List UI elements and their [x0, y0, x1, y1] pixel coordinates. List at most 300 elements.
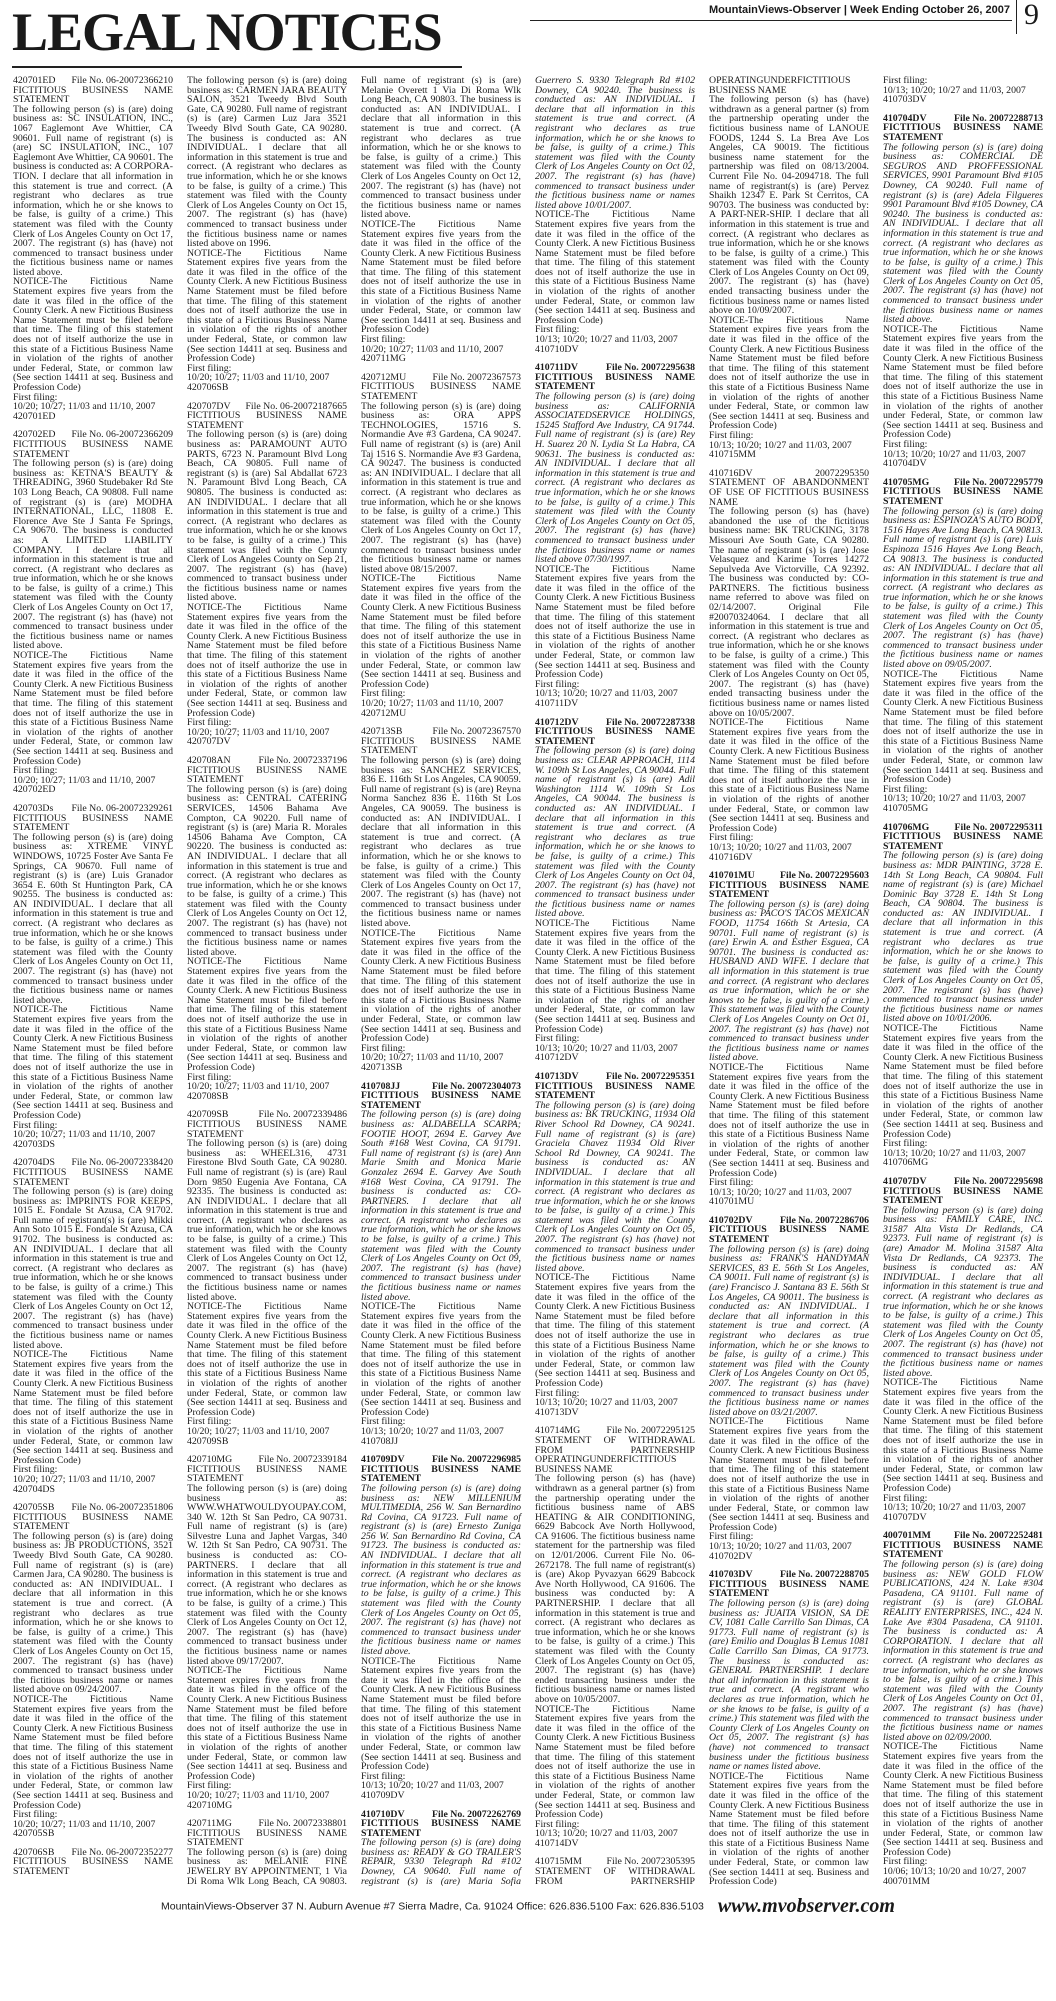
notice-title: FICTITIOUS BUSINESS NAME STATEMENT [883, 1539, 1043, 1561]
notice-business-details: The following person (s) is (are) doing business as: NEW MILLENIUM MULTIMEDIA, 256 W. San Bernardino Rd Covina, CA 91723. Full name of registrant (s) is (are) Ernesto Zuniga 256 W. San Bernardino Rd Covina, CA 91723. The business is conducted as: AN INDIVIDUAL. [361, 1482, 521, 1562]
publication-dates: 10/20; 10/27; 11/03 and 11/10, 2007 [13, 1129, 156, 1141]
notice-reference: 420701ED [13, 410, 56, 422]
legal-notice [883, 1177, 1043, 1522]
notice-declaration: I declare that all information in this statement is true and correct. (A registrant who declares as true information, which he or she knows to be false, is guilty of a crime.) [535, 802, 695, 862]
notice-reference: 410713DV [535, 1406, 579, 1418]
first-filing-label: First filing: [13, 765, 58, 777]
notice-id: 410706MG [883, 821, 930, 833]
masthead-rule [530, 20, 1012, 21]
notice-title: FICTITIOUS BUSINESS NAME STATEMENT [13, 84, 173, 106]
notice-filing-details: This statement was filed with the County Clerk of Los Angeles County on Oct 17, 2007. The registrant (s) has (have) not commenced to transact business under the fictitious business name or names listed above. [13, 209, 173, 278]
notice-title: FICTITIOUS BUSINESS NAME STATEMENT [709, 1578, 869, 1600]
notice-expiration-text: NOTICE-The Fictitious Name Statement expires five years from the date it was filed in the office of the County Clerk. A new Fictitious Business Name Statement must be filed before that time. The filing of this statement does not of itself authorize the use in this state of a Fictitious Business Name in violation of the rights of another under Federal, State, or common law (See section 14411 at seq. Business and Profession Code) [535, 1272, 695, 1389]
notice-body [187, 76, 347, 249]
notice-id: 420704DS [13, 1157, 55, 1169]
notice-business-details: The following person (s) has (have) withdrawn as a general partner (s) from the partnership operating under the fictitious business name of ABS HEATING & AIR CONDITIONING, 6629 Babcock Ave North Hollywood, CA 91606. The fictitious business name statement for the partnership was filed on 12/01/2006. Current File No. 06-2672178. The full name of registrant(s) is (are) Akop Pyvazyan 6629 Babcock Ave North Hollywood, CA 91606. The business was conducted by: A PARTNERSHIP. [535, 1473, 695, 1610]
notice-reference: 420703DS [13, 1138, 55, 1150]
notice-file-number: File No. 20072295311 [954, 821, 1043, 833]
notice-id: 410709DV [361, 1454, 405, 1466]
notice-body [709, 507, 869, 718]
notice-title: FICTITIOUS BUSINESS NAME STATEMENT [535, 371, 695, 393]
notice-reference: 410709DV [361, 1789, 405, 1801]
legal-notices-columns [13, 76, 1043, 1887]
legal-notice [709, 469, 869, 862]
notice-filing-details: This statement was filed with the County Clerk of Los Angeles County on Oct 05, 2007. The registrant (s) has (have) not commenced to transact business under the fictitious business name or names listed above. [883, 256, 1043, 326]
first-filing-label: First filing: [187, 717, 232, 729]
notice-filing-details: This statement was filed with the County Clerk of Los Angeles County on Oct 09, 2007. The registrant (s) has (have) commenced to transact business under the fictitious business name or names listed above. [361, 1234, 521, 1303]
publication-dates: 10/13; 10/20; 10/27 and 11/03, 2007 [883, 793, 1026, 805]
notice-business-details: The following person (s) has (have) withdrawn as a general partner (s) from the partnership operating under the fictitious business name of LANOUE FOODS, 1244 S. La Brea Ave Los Angeles, CA 90019. The fictitious business name statement for the partnership was filed on 08/13/2004. Current File No. 04-2094718. The full name of registrant(s) is (are) Pervez Shaikh 12347 E. Park St Cerritos, CA 90703. The business was conducted by: A PART-NER-SHIP. [709, 94, 869, 221]
notice-title: FICTITIOUS BUSINESS NAME STATEMENT [535, 726, 695, 747]
notice-declaration: I declare that all information in this statement is true and correct. (A registrant who declares as true information, which he or she knows to be false, is guilty of a crime.) [535, 94, 695, 154]
notice-reference: 410705MG [883, 802, 929, 814]
notice-file-number: File No. 20072338801 [258, 1818, 347, 1830]
notice-expiration-text: NOTICE-The Fictitious Name Statement expires five years from the date it was filed in the office of the County Clerk. A new Fictitious Business Name Statement must be filed before that time. The filing of this statement does not of itself authorize the use in this state of a Fictitious Business Name in violation of the rights of another under Federal, State, or common law (See section 14411 at seq. Business and Profession Code) [187, 247, 347, 365]
legal-notice [13, 1158, 173, 1494]
notice-file-number: File No. 20072305395 [606, 1856, 695, 1868]
page-header [0, 0, 1056, 76]
notice-title: FICTITIOUS BUSINESS NAME STATEMENT [187, 1827, 347, 1849]
notice-expiration-text: NOTICE-The Fictitious Name Statement expires five years from the date it was filed in the office of the County Clerk. A new Fictitious Business Name Statement must be filed before that time. The filing of this statement does not of itself authorize the use in this state of a Fictitious Business Name in violation of the rights of another under Federal, State, or common law (See section 14411 at seq. Business and Profession Code) [535, 209, 695, 326]
notice-title: FICTITIOUS BUSINESS NAME STATEMENT [13, 1856, 173, 1878]
notice-filing-details: This statement was filed with the County Clerk of Los Angeles County on Oct 15, 2007. The registrant (s) has (have) commenced to transact business under the fictitious business name or names listed above on 1996. [187, 180, 347, 250]
notice-body [13, 833, 173, 1006]
first-filing-label: First filing: [883, 1492, 928, 1504]
notice-file-number: File No. 06-20072352277 [71, 1846, 173, 1858]
publication-dates: 10/06; 10/13; 10/20 and 10/27, 2007 [883, 1866, 1027, 1878]
notice-declaration: I declare that all information in this statement is true and correct. (A registrant who declares as true information, which he or she knows to be false, is guilty of a crime.) [883, 218, 1043, 268]
notice-body [13, 1532, 173, 1695]
legal-notice [361, 1455, 521, 1800]
notice-title: FICTITIOUS BUSINESS NAME STATEMENT [187, 410, 347, 431]
notice-id: 420712MU [361, 371, 407, 383]
legal-notice [709, 1216, 869, 1561]
page-number-divider [1016, 0, 1017, 34]
notice-filing-details: This statement was filed with the County Clerk of Los Angeles County on Oct 05, 2007. The registrant (s) has (have) not commenced to transact business under the fictitious business name or names listed above. [361, 1588, 521, 1657]
notice-expiration-text: NOTICE-The Fictitious Name Statement expires five years from the date it was filed in the office of the County Clerk. A new Fictitious Business Name Statement must be filed before that time. The filing of this statement does not of itself authorize the use in this state of a Fictitious Business Name in violation of the rights of another under Federal, State, or common law (See section 14411 at seq. Business and Profession Code) [187, 1301, 347, 1418]
notice-id: 410711DV [535, 362, 578, 374]
legal-notice [13, 804, 173, 1149]
legal-notice [361, 373, 521, 718]
notice-business-details: The following person (s) is (are) doing business as: WWW.WHATWOULDYOUPAY.COM, 340 W. 12th St San Pedro, CA 90731. Full name of registrant (s) is (are) Silvestre Luna and Japhet Vargas, 340 W. 12th St San Pedro, CA 90731. The business is conducted as: CO-PARTNERS. [187, 1482, 347, 1571]
first-filing-label: First filing: [883, 1856, 928, 1868]
notice-declaration: I declare that all information in this statement is true and correct. (A registrant who declares as true information, which he or she knows to be false, is guilty of a crime.) [535, 1598, 695, 1648]
notice-expiration-text: NOTICE-The Fictitious Name Statement expires five years from the date it was filed in the office of the County Clerk. A new Fictitious Business Name Statement must be filed before that time. The filing of this statement does not of itself authorize the use in this state of a Fictitious Business Name in violation of the rights of another under Federal, State, or common law (See section 14411 at seq. Business and Profession Code) [187, 956, 347, 1073]
notice-declaration: I declare that all information in this statement is true and correct. (A registrant who declares as true information, which he or she knows to be false, is guilty of a crime.) [535, 458, 695, 508]
notice-file-number: File No. 20072296985 [432, 1454, 521, 1466]
notice-body [187, 1139, 347, 1302]
notice-body [187, 430, 347, 603]
notice-body [883, 851, 1043, 1024]
notice-file-number: File No. 06-20072329261 [71, 802, 173, 814]
notice-id: 410714MG [535, 1425, 581, 1437]
notice-file-number: File No. 06-20072366210 [71, 75, 173, 86]
notice-file-number: File No. 20072295351 [606, 1070, 695, 1082]
publication-dates: 10/13; 10/20; 10/27 and 11/03, 2007 [883, 84, 1026, 96]
notice-expiration-text: NOTICE-The Fictitious Name Statement expires five years from the date it was filed in the office of the County Clerk. A new Fictitious Business Name Statement must be filed before that time. The filing of this statement does not of itself authorize the use in this state of a Fictitious Business Name in violation of the rights of another under Federal, State, or common law (See section 14411 at seq. Business and Profession Code) [709, 1061, 869, 1179]
notice-declaration: I declare that all information in this statement is true and correct. (A registrant who declares as true information, which he or she knows to be false, is guilty of a crime.) [187, 496, 347, 546]
legal-notice [883, 114, 1043, 469]
publication-dates: 10/13; 10/20; 10/27 and 11/03, 2007 [535, 1828, 678, 1840]
notice-reference: 420708SB [187, 1090, 229, 1102]
notice-body [709, 900, 869, 1063]
legal-notice [883, 478, 1043, 814]
notice-expiration-text: NOTICE-The Fictitious Name Statement expires five years from the date it was filed in the office of the County Clerk. A new Fictitious Business Name Statement must be filed before that time. The filing of this statement does not of itself authorize the use in this state of a Fictitious Business Name in violation of the rights of another under Federal, State, or common law (See section 14411 at seq. Business and Profession Code) [883, 668, 1043, 786]
notice-declaration: I declare that all information in this statement is true and correct. (A registrant who declares as true information, which he or she knows to be false, is guilty of a crime.) [187, 850, 347, 901]
notice-id: 420713SB [361, 726, 403, 738]
notice-filing-details: This statement was filed with the County Clerk of Los Angeles County on Oct 01, 2007. The registrant (s) has (have) not commenced to transact business under the fictitious business name or names listed above. [709, 1004, 869, 1064]
notice-filing-details: This statement was filed with the County Clerk of Los Angeles County on Oct 05, 2007. The registrant (s) has (have) ended transacting business under the fictitious business name or names listed above on 10/05/2007. [709, 650, 869, 719]
notice-expiration-text: NOTICE-The Fictitious Name Statement expires five years from the date it was filed in the office of the County Clerk. A new Fictitious Business Name Statement must be filed before that time. The filing of this statement does not of itself authorize the use in this state of a Fictitious Business Name in violation of the rights of another under Federal, State, or common law (See section 14411 at seq. Business and Profession Code) [361, 1655, 521, 1773]
notice-file-number: File No. 20072288713 [954, 112, 1043, 124]
notice-file-number: File No. 20072339184 [258, 1454, 347, 1466]
notice-declaration: I declare that all information in this statement is true and correct. (A registrant who declares as true information, which he or she knows to be false, is guilty of a crime.) [709, 611, 869, 662]
notice-filing-details: This statement was filed with the County Clerk of Los Angeles County on Oct 05, 2007. The registrant (s) has (have) commenced to transact business under the fictitious business name or names listed above on 10/01/2006. [883, 955, 1043, 1025]
legal-notice [187, 1110, 347, 1446]
notice-expiration-text: NOTICE-The Fictitious Name Statement expires five years from the date it was filed in the office of the County Clerk. A new Fictitious Business Name Statement must be filed before that time. The filing of this statement does not of itself authorize the use in this state of a Fictitious Business Name in violation of the rights of another under Federal, State, or common law (See section 14411 at seq. Business and Profession Code) [883, 1741, 1043, 1858]
notice-title: FICTITIOUS BUSINESS NAME STATEMENT [13, 1166, 173, 1188]
notice-body [709, 1599, 869, 1772]
page-number: 9 [1024, 0, 1039, 31]
notice-reference: 420705SB [13, 1828, 55, 1840]
notice-business-details: The following person (s) is (are) doing business as: WHEEL316, 4731 Firestone Blvd South Gate, CA 90280. Full name of registrant (s) is (are) Raul Dorn 9850 Eugenia Ave Fontana, CA 92335. The business is conducted as: AN INDIVIDUAL. [187, 1138, 347, 1207]
notice-expiration-text: NOTICE-The Fictitious Name Statement expires five years from the date it was filed in the office of the County Clerk. A new Fictitious Business Name Statement must be filed before that time. The filing of this statement does not of itself authorize the use in this state of a Fictitious Business Name in violation of the rights of another under Federal, State, or common law (See section 14411 at seq. Business and Profession Code) [13, 276, 173, 393]
notice-title: FICTITIOUS BUSINESS NAME STATEMENT [883, 1185, 1043, 1207]
notice-filing-details: This statement was filed with the County Clerk of Los Angeles County on Oct 02, 2007. The registrant (s) has (have) commenced to transact business under the fictitious business name or names listed above 10/01/2007. [535, 142, 695, 211]
legal-notice [361, 727, 521, 1072]
notice-declaration: I declare that all information in this statement is true and correct. (A registrant who declares as true information, which he or she knows to be false, is guilty of a crime.) [13, 1243, 173, 1294]
section-title: LEGAL NOTICES [12, 2, 442, 62]
notice-title: FICTITIOUS BUSINESS NAME STATEMENT [361, 1090, 521, 1111]
first-filing-label: First filing: [709, 429, 754, 441]
notice-filing-details: This statement was filed with the County Clerk of Los Angeles County on Oct 01, 2007. The registrant (s) has (have) commenced to transact business under the fictitious business name or names listed above on 02/09/2000. [883, 1674, 1043, 1743]
first-filing-label: First filing: [883, 783, 928, 795]
notice-id: 420710MG [187, 1454, 233, 1466]
notice-file-number: File No. 20072295603 [780, 870, 869, 882]
notice-business-details: The following person (s) is (are) doing business as: ESPINOZA'S AUTO BODY, 1516 Hayes Ave Long Beach, CA 90813. Full name of registrant (s) is (are) Luis Espinoza 1516 Hayes Ave Long Beach, CA 90813. The business is conducted as: AN INDIVIDUAL. [883, 505, 1043, 575]
notice-business-details: The following person (s) is (are) doing business as: MELANIE FINE JEWELRY BY APPOINTMENT, 1 Via Di Roma Wlk Long Beach, CA 90803. Full name of registrant (s) is (are) Melanie Overett 1 Via Di Roma Wlk Long Beach, CA 90803. The business is conducted as: AN INDIVIDUAL. [187, 75, 521, 1887]
notice-expiration-text: NOTICE-The Fictitious Name Statement expires five years from the date it was filed in the office of the County Clerk. A new Fictitious Business Name Statement must be filed before that time. The filing of this statement does not of itself authorize the use in this state of a Fictitious Business Name in violation of the rights of another under Federal, State, or common law (See section 14411 at seq. Business and Profession Code) [883, 1377, 1043, 1494]
publication-dates: 10/13; 10/20; 10/27 and 11/03, 2007 [883, 1147, 1026, 1159]
legal-notice [709, 871, 869, 1207]
notice-body [361, 756, 521, 929]
first-filing-label: First filing: [361, 1416, 406, 1428]
notice-business-details: The following person (s) is (are) doing business as: SANCHEZ SERVICES, 836 E. 116th St Los Angeles, CA 90059. Full name of registrant (s) is (are) Reyna Norma Sanchez 836 E. 116th St Los Angeles, CA 90059. The business is conducted as: AN INDIVIDUAL. [361, 754, 521, 824]
notice-file-number: File No. 20072252481 [954, 1530, 1043, 1542]
notice-business-details: The following person (s) is (are) doing business as: KETNA'S BEAUTY & THREADING, 3960 Studebaker Rd Ste 103 Long Beach, CA 90808. Full name of registrant (s) is (are) MODHA INTERNATIONAL, LLC, 11808 E. Florence Ave Ste J Santa Fe Springs, CA 90670. The business is conducted as: A LIMITED LIABILITY COMPANY. [13, 458, 173, 556]
first-filing-label: First filing: [535, 1033, 580, 1045]
notice-business-details: The following person (s) is (are) doing business as: CALIFORNIA ASSOCIATEDSERVICE HOLDINGS, 15245 Stafford Ave Industry, CA 91744. Full name of registrant (s) is (are) Rey H. Suarez 20 N. Lydia St La Habra, CA 90631. The business is conducted as: AN INDIVIDUAL. [535, 391, 695, 470]
notice-expiration-text: NOTICE-The Fictitious Name Statement expires five years from the date it was filed in the office of the County Clerk. A new Fictitious Business Name Statement must be filed before that time. The filing of this statement does not of itself authorize the use in this state of a Fictitious Business Name in violation of the rights of another under Federal, State, or common law (See section 14411 at seq. Business and Profession Code) [535, 918, 695, 1035]
notice-title: FICTITIOUS BUSINESS NAME STATEMENT [883, 122, 1043, 143]
notice-title: FICTITIOUS BUSINESS NAME STATEMENT [13, 812, 173, 834]
first-filing-label: First filing: [361, 688, 406, 700]
notice-expiration-text: NOTICE-The Fictitious Name Statement expires five years from the date it was filed in the office of the County Clerk. A new Fictitious Business Name Statement must be filed before that time. The filing of this statement does not of itself authorize the use in this state of a Fictitious Business Name in violation of the rights of another under Federal, State, or common law (See section 14411 at seq. Business and Profession Code) [187, 1665, 347, 1782]
notice-body [709, 95, 869, 316]
notice-expiration-text: NOTICE-The Fictitious Name Statement expires five years from the date it was filed in the office of the County Clerk. A new Fictitious Business Name Statement must be filed before that time. The filing of this statement does not of itself authorize the use in this state of a Fictitious Business Name in violation of the rights of another under Federal, State, or common law (See section 14411 at seq. Business and Profession Code) [535, 563, 695, 681]
notice-business-details: The following person (s) is (are) doing business as: PARAMOUNT AUTO PARTS, 6723 N. Paramount Blvd Long Beach, CA 90805. Full name of registrant (s) is (are) Sal Abdallat 6723 N. Paramount Blvd Long Beach, CA 90805. The business is conducted as: AN INDIVIDUAL. [187, 429, 347, 508]
first-filing-label: First filing: [535, 678, 580, 690]
legal-notice [187, 402, 347, 747]
first-filing-label: First filing: [535, 324, 580, 336]
notice-declaration: I declare that all information in this statement is true and correct. (A registrant who declares as true information, which he or she knows to be false, is guilty of a crime.) [883, 1635, 1043, 1686]
first-filing-label: First filing: [361, 1770, 406, 1782]
notice-expiration-text: NOTICE-The Fictitious Name Statement expires five years from the date it was filed in the office of the County Clerk. A new Fictitious Business Name Statement must be filed before that time. The filing of this statement does not of itself authorize the use in this state of a Fictitious Business Name in violation of the rights of another under Federal, State, or common law (See section 14411 at seq. Business and Profession Code) [361, 218, 521, 336]
notice-title: FICTITIOUS BUSINESS NAME STATEMENT [883, 486, 1043, 507]
notice-filing-details: This statement was filed with the County Clerk of Los Angeles County on Oct 05, 2007. The registrant (s) has (have) not commenced to transact business under the fictitious business name or names listed above. [883, 1310, 1043, 1379]
notice-declaration: I declare that all information in this statement is true and correct. (A registrant who declares as true information, which he or she knows to be false, is guilty of a crime.) [187, 142, 347, 192]
notice-declaration: I declare that all information in this statement is true and correct. (A registrant who declares as true information, which he or she knows to be false, is guilty of a crime.) [361, 103, 521, 163]
notice-reference: 400701MM [883, 1875, 930, 1887]
notice-reference: 420709SB [187, 1435, 229, 1447]
notice-business-details: The following person (s) is (are) doing business as: NEW GOLD FLOW PUBLICATIONS, 424 N. Lake #304 Pasadena, CA 91101. Full name of registrant (s) is (are) GLOBAL REALITY ENTERPRISES, INC., 424 N. Lake Ave #304 Pasadena, CA 91101. The business is conducted as: A CORPORATION. [883, 1559, 1043, 1647]
notice-body [187, 1484, 347, 1666]
publication-dates: 10/20; 10/27; 11/03 and 11/10, 2007 [361, 343, 504, 355]
publication-dates: 10/13; 10/20; 10/27 and 11/03, 2007 [709, 841, 852, 853]
notice-id: 400701MM [883, 1530, 931, 1542]
notice-body [709, 1245, 869, 1418]
first-filing-label: First filing: [187, 1780, 232, 1792]
notice-title: STATEMENT OF ABANDONMENT OF USE OF FICTITIOUS BUSINESS NAME [709, 477, 869, 508]
first-filing-label: First filing: [883, 1138, 928, 1150]
notice-declaration: I declare that all information in this statement is true and correct. (A registrant who declares as true information, which he or she knows to be false, is guilty of a crime.) [709, 209, 870, 259]
notice-declaration: I declare that all information in this statement is true and correct. (A registrant who declares as true information, which he or she knows to be false, is guilty of a crime.) [709, 1301, 869, 1361]
notice-expiration-text: NOTICE-The Fictitious Name Statement expires five years from the date it was filed in the office of the County Clerk. A new Fictitious Business Name Statement must be filed before that time. The filing of this statement does not of itself authorize the use in this state of a Fictitious Business Name in violation of the rights of another under Federal, State, or common law (See section 14411 at seq. Business and Profession Code) [361, 1301, 521, 1418]
notice-body [13, 1187, 173, 1350]
notice-filing-details: This statement was filed with the County Clerk of Los Angeles County on Oct 15, 2007. The registrant (s) has (have) commenced to transact business under the fictitious business name or names listed above on 09/24/2007. [13, 1626, 173, 1696]
notice-declaration: I declare that all information in this statement is true and correct. (A registrant who declares as true information, which he or she knows to be false, is guilty of a crime.) [361, 467, 522, 518]
notice-reference: 410710DV [535, 343, 579, 355]
notice-body [13, 105, 173, 278]
notice-expiration-text: NOTICE-The Fictitious Name Statement expires five years from the date it was filed in the office of the County Clerk. A new Fictitious Business Name Statement must be filed before that time. The filing of this statement does not of itself authorize the use in this state of a Fictitious Business Name in violation of the rights of another under Federal, State, or common law (See section 14411 at seq. Business and Profession Code) [535, 1703, 695, 1821]
notice-business-details: The following person (s) is (are) doing business as: JB PRODUCTIONS, 3521 Tweedy Blvd South Gate, CA 90280. Full name of registrant (s) is (are) Carmen Jara, CA 90280. The business is conducted as: AN INDIVIDUAL. [13, 1530, 173, 1590]
first-filing-label: First filing: [361, 334, 406, 346]
notice-id: 410707DV [883, 1175, 927, 1187]
legal-notice [13, 76, 173, 421]
notice-reference: 410701MU [709, 1196, 755, 1208]
first-filing-label: First filing: [709, 832, 754, 844]
notice-body [883, 507, 1043, 670]
notice-business-details: The following person (s) is (are) doing business as: SC INSULATION, INC., 1067 Eaglemont Ave Whittier, CA 90601. Full name of registrant (s) is (are) SC INSULATION, INC., 107 Eaglemont Ave Whittier, CA 90601. The business is conducted as: A CORPORA-TION. [13, 103, 173, 182]
notice-reference: 420704DS [13, 1483, 55, 1495]
publication-dates: 10/13; 10/20; 10/27 and 11/03, 2007 [361, 1780, 504, 1792]
publication-dates: 10/20; 10/27; 11/03 and 11/10, 2007 [187, 1425, 330, 1437]
notice-id: 420708AN [187, 754, 231, 766]
notice-file-number: File No. 06-20072187665 [245, 400, 347, 412]
first-filing-label: First filing: [709, 1177, 754, 1189]
notice-id: 410713DV [535, 1070, 579, 1082]
notice-id: 410701MU [709, 870, 755, 882]
publication-dates: 10/20; 10/27; 11/03 and 11/10, 2007 [361, 698, 504, 709]
notice-business-details: The following person (s) is (are) doing business as: CENTRAL CATERING SERVICES, 14506 Bahama Ave Compton, CA 90220. Full name of registrant (s) is (are) Maria R. Morales 14506 Bahama Ave Compton, CA 90220. The business is conducted as: AN INDIVIDUAL. [187, 783, 347, 862]
notice-file-number: File No. 20072287338 [606, 716, 695, 728]
publication-dates: 10/13; 10/20; 10/27 and 11/03, 2007 [535, 688, 678, 700]
notice-title: FICTITIOUS BUSINESS NAME STATEMENT [361, 735, 521, 757]
notice-file-number: File No. 06-20072366209 [71, 429, 173, 441]
notice-reference: 410702DV [709, 1550, 753, 1562]
notice-title: FICTITIOUS BUSINESS NAME STATEMENT [361, 1818, 521, 1839]
notice-reference: 410703DV [883, 94, 927, 106]
notice-title: FICTITIOUS BUSINESS NAME STATEMENT [361, 1463, 521, 1485]
notice-declaration: I declare that all information in this statement is true and correct. (A registrant who declares as true information, which he or she knows to be false, is guilty of a crime.) [13, 170, 174, 221]
notice-business-details: The following person (s) is (are) doing business as: ALDABELLA SCARPA; FOOTIE HOOT, 2694 E. Garvey Ave South #168 West Covina, CA 91791. Full name of registrant (s) is (are) Ann Marie Smith and Monica Marie Gonzalez 2694 E. Garvey Ave South #168 West Covina, CA 91791. The business is conducted as: CO-PARTNERS. [361, 1109, 521, 1207]
footer-address: MountainViews-Observer 37 N. Auburn Avenue #7 Sierra Madre, Ca. 91024 Office: 626.836.5100 Fax: 626.836.5103 [161, 1900, 704, 1913]
publication-dates: 10/13; 10/20; 10/27 and 11/03, 2007 [883, 448, 1026, 460]
notice-declaration: I declare that all information in this statement is true and correct. (A registrant who declares as true information, which he or she knows to be false, is guilty of a crime.) [883, 563, 1043, 613]
legal-notice [13, 430, 173, 795]
first-filing-label: First filing: [883, 438, 928, 450]
notice-reference: 410711DV [535, 698, 579, 709]
notice-body [883, 1206, 1043, 1379]
notice-file-number: File No. 20072339486 [258, 1109, 347, 1121]
notice-title: FICTITIOUS BUSINESS NAME STATEMENT [13, 1511, 173, 1533]
notice-expiration-text: NOTICE-The Fictitious Name Statement expires five years from the date it was filed in the office of the County Clerk. A new Fictitious Business Name Statement must be filed before that time. The filing of this statement does not of itself authorize the use in this state of a Fictitious Business Name in violation of the rights of another under Federal, State, or common law (See section 14411 at seq. Business and Profession Code) [361, 573, 521, 690]
notice-declaration: I declare that all information in this statement is true and correct. (A registrant who declares as true information, which he or she knows to be false, is guilty of a crime.) [883, 1271, 1043, 1322]
notice-expiration-text: NOTICE-The Fictitious Name Statement expires five years from the date it was filed in the office of the County Clerk. A new Fictitious Business Name Statement must be filed before that time. The filing of this statement does not of itself authorize the use in this state of a Fictitious Business Name in violation of the rights of another under Federal, State, or common law (See section 14411 at seq. Business and Profession Code) [361, 927, 521, 1045]
notice-reference: 420702ED [13, 784, 56, 796]
notice-id: 410704DV [883, 112, 927, 124]
masthead: MountainViews-Observer | Week Ending October 26, 2007 [709, 4, 1010, 16]
legal-notice [13, 1503, 173, 1839]
notice-file-number: File No. 06-20072351806 [71, 1502, 173, 1514]
notice-expiration-text: NOTICE-The Fictitious Name Statement expires five years from the date it was filed in the office of the County Clerk. A new Fictitious Business Name Statement must be filed before that time. The filing of this statement does not of itself authorize the use in this state of a Fictitious Business Name in violation of the rights of another under Federal, State, or common law (See section 14411 at seq. Business and Profession Code) [709, 1770, 869, 1888]
publication-dates: 10/20; 10/27; 11/03 and 11/10, 2007 [13, 1473, 156, 1485]
notice-business-details: The following person (s) is (are) doing business as: PACO'S TACOS MEXICAN FOOD, 11754 166th St Artesia, CA 90701. Full name of registrant (s) is (are) Erwin A. and Esther Esguea, CA 90701. The business is conducted as: HUSBAND AND WIFE. [709, 898, 869, 968]
notice-expiration-text: NOTICE-The Fictitious Name Statement expires five years from the date it was filed in the office of the County Clerk. A new Fictitious Business Name Statement must be filed before that time. The filing of this statement does not of itself authorize the use in this state of a Fictitious Business Name in violation of the rights of another under Federal, State, or common law (See section 14411 at seq. Business and Profession Code) [709, 1416, 869, 1533]
notice-title: FICTITIOUS BUSINESS NAME STATEMENT [361, 381, 521, 402]
publication-dates: 10/20; 10/27; 11/03 and 11/10, 2007 [13, 774, 156, 786]
notice-filing-details: This statement was filed with the County Clerk of Los Angeles County on Oct 12, 2007. The registrant (s) has (have) commenced to transact business under the fictitious business name or names listed above. [13, 1282, 173, 1351]
notice-filing-details: This statement was filed with the County Clerk of Los Angeles County on Oct 12, 2007. The registrant (s) has (have) commenced to transact business under the fictitious business name or names listed above. [187, 1234, 347, 1303]
notice-id: 410716DV [709, 467, 753, 479]
notice-declaration: I declare that all information in this statement is true and correct. (A registrant who declares as true information, which he or she knows to be false, is guilty of a crime.) [709, 1665, 869, 1725]
notice-filing-details: This statement was filed with the County Clerk of Los Angeles County on Oct 12, 2007. The registrant (s) has (have) not commenced to transact business under the fictitious business name or names listed above. [361, 151, 521, 221]
notice-id: 410708JJ [361, 1080, 401, 1092]
notice-reference: 420712MU [361, 707, 407, 719]
notice-expiration-text: NOTICE-The Fictitious Name Statement expires five years from the date it was filed in the office of the County Clerk. A new Fictitious Business Name Statement must be filed before that time. The filing of this statement does not of itself authorize the use in this state of a Fictitious Business Name in violation of the rights of another under Federal, State, or common law (See section 14411 at seq. Business and Profession Code) [709, 314, 869, 432]
notice-id: 410712DV [535, 716, 579, 728]
notice-title: FICTITIOUS BUSINESS NAME STATEMENT [709, 1224, 869, 1246]
notice-business-details: The following person (s) is (are) doing business as: ORA APPS TECHNOLOGIES, 15716 S. Normandie Ave #3 Gardena, CA 90247. Full name of registrant (s) is (are) Anil Taj 1516 S. Normandie Ave #3 Gardena, CA 90247. The business is conducted as: AN INDIVIDUAL. [361, 400, 521, 479]
publication-dates: 10/20; 10/27; 11/03 and 11/10, 2007 [13, 401, 156, 413]
notice-reference: 420707DV [187, 736, 231, 748]
notice-business-details: The following person (s) is (are) doing business as: IMPRINTS FOR KEEPS, 1015 E. Fondale St Azusa, CA 91702. Full name of registrant(s) is (are) Mikki Ann Soto 1015 E. Fondale St Azusa, CA 91702. The business is conducted as: AN INDIVIDUAL. [13, 1186, 173, 1255]
notice-file-number: 20072295350 [815, 467, 869, 479]
first-filing-label: First filing: [13, 1464, 58, 1476]
notice-filing-details: This statement was filed with the County Clerk of Los Angeles County on Oct 04, 2007. The registrant (s) has (have) not commenced to transact business under the fictitious business name or names listed above. [535, 850, 695, 920]
legal-notice [883, 823, 1043, 1168]
notice-filing-details: This statement was filed with the County Clerk of Los Angeles County on Oct 17, 2007. The registrant (s) has (have) commenced to transact business under the fictitious business name or names listed above 08/15/2007. [361, 506, 521, 575]
notice-file-number: File No. 20072367570 [432, 726, 521, 738]
notice-file-number: File No. 06-20072338420 [71, 1157, 173, 1169]
notice-body [13, 459, 173, 651]
first-filing-label: First filing: [13, 1809, 58, 1821]
publication-dates: 10/13; 10/20; 10/27 and 11/03, 2007 [535, 334, 678, 346]
publication-dates: 10/13; 10/20; 10/27 and 11/03, 2007 [709, 439, 852, 451]
notice-id: 420705SB [13, 1502, 55, 1514]
notice-body [883, 1560, 1043, 1742]
legal-notice [535, 718, 695, 1063]
legal-notice [535, 1426, 695, 1848]
first-filing-label: First filing: [535, 1387, 580, 1399]
notice-reference: 410704DV [883, 458, 927, 470]
notice-reference: 410716DV [709, 851, 753, 863]
notice-business-details: The following person (s) is (are) doing business as: CARMEN JARA BEAUTY SALON, 3521 Tweedy Blvd South Gate, CA 90280. Full name of registrant (s) is (are) Carmen Luz Jara 3521 Tweedy Blvd South Gate, CA 90280. The business is conducted as: AN INDIVIDUAL. [187, 75, 347, 154]
notice-id: 410715MM [535, 1856, 582, 1868]
notice-reference: 410715MM [709, 449, 756, 461]
notice-business-details: The following person (s) is (are) doing business as: FAMILY CARE, INC. 31587 Alta Vista Dr Redlands, CA 92373. Full name of registrant (s) is (are) Amador M. Molina 31587 Alta Vista Dr Redlands, CA 92373. The business is conducted as: AN INDIVIDUAL. [883, 1204, 1043, 1283]
title-rule [12, 66, 462, 68]
notice-id: 410705MG [883, 476, 930, 488]
notice-expiration-text: NOTICE-The Fictitious Name Statement expires five years from the date it was filed in the office of the County Clerk. A new Fictitious Business Name Statement must be filed before that time. The filing of this statement does not of itself authorize the use in this state of a Fictitious Business Name in violation of the rights of another under Federal, State, or common law (See section 14411 at seq. Business and Profession Code) [883, 323, 1043, 441]
publication-dates: 10/13; 10/20; 10/27 and 11/03, 2007 [361, 1425, 504, 1437]
notice-body [361, 1110, 521, 1302]
first-filing-label: First filing: [187, 1416, 232, 1428]
legal-notice [361, 1082, 521, 1447]
first-filing-label: First filing: [13, 1119, 58, 1131]
publication-dates: 10/13; 10/20; 10/27 and 11/03, 2007 [709, 1541, 852, 1553]
publication-dates: 10/13; 10/20; 10/27 and 11/03, 2007 [535, 1042, 678, 1054]
first-filing-label: First filing: [361, 1042, 406, 1054]
notice-id: 410702DV [709, 1214, 753, 1226]
legal-notice [535, 1072, 695, 1417]
notice-declaration: I declare that all information in this statement is true and correct. (A registrant who declares as true information, which he or she knows to be false, is guilty of a crime.) [13, 544, 173, 594]
footer-website-link[interactable]: www.mvobserver.com [717, 1894, 895, 1917]
notice-expiration-text: NOTICE-The Fictitious Name Statement expires five years from the date it was filed in the office of the County Clerk. A new Fictitious Business Name Statement must be filed before that time. The filing of this statement does not of itself authorize the use in this state of a Fictitious Business Name in violation of the rights of another under Federal, State, or common law (See section 14411 at seq. Business and Profession Code) [13, 1349, 173, 1466]
notice-id: 420703Ds [13, 802, 54, 814]
notice-id: 420709SB [187, 1109, 229, 1121]
notice-id: 420706SB [13, 1846, 55, 1858]
notice-reference: 410706MG [883, 1157, 929, 1169]
first-filing-label: First filing: [187, 1071, 232, 1083]
notice-id: 410703DV [709, 1569, 753, 1581]
publication-dates: 10/13; 10/20; 10/27 and 11/03, 2007 [883, 1502, 1026, 1514]
publication-dates: 10/20; 10/27; 11/03 and 11/10, 2007 [13, 1818, 156, 1830]
notice-file-number: File No. 20072295779 [954, 476, 1043, 488]
notice-file-number: File No. 20072295638 [606, 362, 695, 374]
notice-declaration: I declare that all information in this statement is true and correct. (A registrant who declares as true information, which he or she knows to be false, is guilty of a crime.) [187, 1559, 347, 1610]
notice-expiration-text: NOTICE-The Fictitious Name Statement expires five years from the date it was filed in the office of the County Clerk. A new Fictitious Business Name Statement must be filed before that time. The filing of this statement does not of itself authorize the use in this state of a Fictitious Business Name in violation of the rights of another under Federal, State, or common law (See section 14411 at seq. Business and Profession Code) [13, 650, 173, 767]
notice-reference: 420713SB [361, 1061, 403, 1073]
notice-business-details: The following person (s) is (are) doing business as: FRANK'S HANDYMAN SERVICES, 83 E. 56th St Los Angeles, CA 90011. Full name of registrant (s) is (are) Francisco J. Santana 83 E. 56th St Los Angeles, CA 90011. The business is conducted as: AN INDIVIDUAL. [709, 1243, 869, 1313]
notice-declaration: I declare that all information in this statement is true and correct. (A registrant who declares as true information, which he or she knows to be false, is guilty of a crime.) [13, 1578, 173, 1638]
legal-notice [187, 1455, 347, 1810]
notice-title: FICTITIOUS BUSINESS NAME STATEMENT [535, 1080, 695, 1102]
notice-declaration: I declare that all information in this statement is true and correct. (A registrant who declares as true information, which he or she knows to be false, is guilty of a crime.) [361, 1195, 521, 1246]
legal-notice [535, 363, 695, 708]
notice-business-details: The following person (s) is (are) doing business as: COMERCIAL DE SEGUROS AND PROFFESSIONAL SERVICES, 9901 Paramount Blvd #105 Downey, CA 90240. Full name of registrant (s) is (are) Adela Filgueres 9901 Paramount Blvd #105 Downey, CA 90240. The business is conducted as: AN INDIVIDUAL. [883, 141, 1044, 230]
notice-body [883, 143, 1043, 325]
publication-dates: 10/13; 10/20; 10/27 and 11/03, 2007 [535, 1397, 678, 1409]
notice-reference: 410708JJ [361, 1435, 399, 1447]
notice-expiration-text: NOTICE-The Fictitious Name Statement expires five years from the date it was filed in the office of the County Clerk. A new Fictitious Business Name Statement must be filed before that time. The filing of this statement does not of itself authorize the use in this state of a Fictitious Business Name in violation of the rights of another under Federal, State, or common law (See section 14411 at seq. Business and Profession Code) [13, 1004, 173, 1121]
notice-business-details: The following person (s) is (are) doing business as: READY & GO TRAILER'S REPAIR, 9330 Telegraph Rd #102 Downey, CA 90640. Full name of registrant (s) is (are) Maria Sofia Guerrero S. 9330 Telegraph Rd #102 Downey, CA 90240. The business is conducted as: AN INDIVIDUAL. [361, 75, 695, 1887]
notice-title: FICTITIOUS BUSINESS NAME STATEMENT [187, 764, 347, 786]
notice-id: 420701ED [13, 75, 56, 86]
publication-dates: 10/20; 10/27; 11/03 and 11/10, 2007 [187, 1789, 330, 1801]
notice-title: FICTITIOUS BUSINESS NAME STATEMENT [187, 1118, 347, 1140]
notice-filing-details: This statement was filed with the County Clerk of Los Angeles County on Oct 12, 2007. The registrant (s) has (have) commenced to transact business under the fictitious business name or names listed above 09/17/2007. [187, 1598, 347, 1667]
first-filing-label: First filing: [13, 391, 58, 403]
legal-notice [187, 756, 347, 1101]
notice-declaration: I declare that all information in this statement is true and correct. (A registrant who declares as true information, which he or she knows to be false, is guilty of a crime.) [13, 898, 173, 949]
notice-filing-details: This statement was filed with the County Clerk of Los Angeles County on Oct 17, 2007. The registrant (s) has (have) not commenced to transact business under the fictitious business name or names listed above. [13, 582, 173, 652]
notice-id: 410710DV [361, 1808, 405, 1820]
notice-business-details: The following person (s) is (are) doing business as: CLEAR APPROACH, 1114 W. 109th St Los Angeles, CA 90044. Full name of registrant (s) is (are) Adil Washington 1114 W. 109th St Los Angeles, CA 90044. The business is conducted as: AN INDIVIDUAL. [535, 745, 695, 814]
notice-declaration: I declare that all information in this statement is true and correct. (A registrant who declares as true information, which he or she knows to be false, is guilty of a crime.) [187, 1195, 347, 1246]
first-filing-label: First filing: [709, 1531, 754, 1543]
notice-id: 420707DV [187, 400, 231, 412]
